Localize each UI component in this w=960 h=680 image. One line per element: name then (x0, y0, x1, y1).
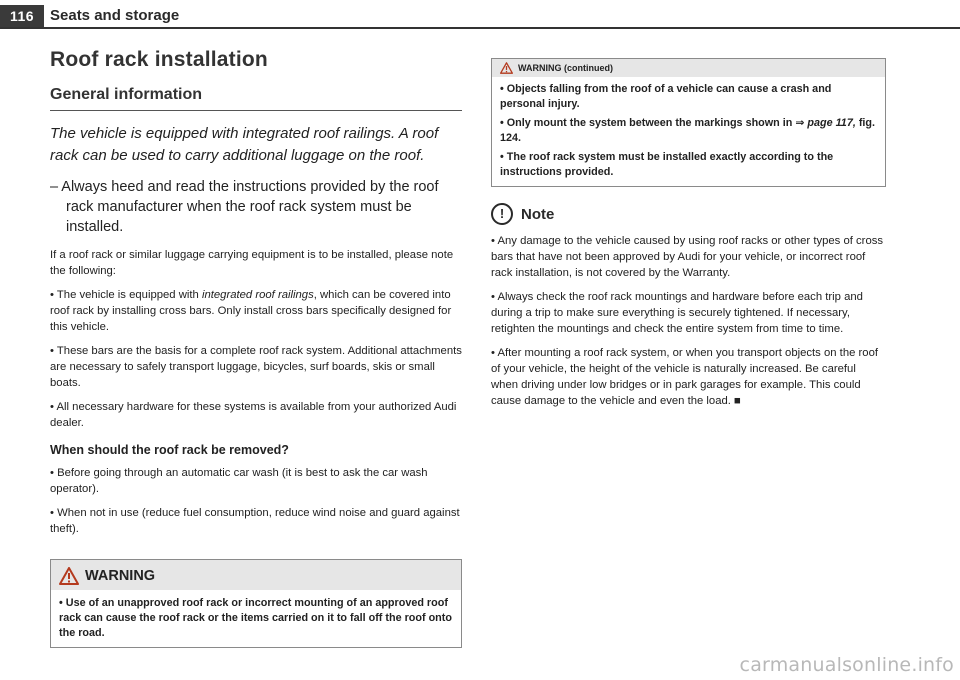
bullet-hardware: • All necessary hardware for these systems is available from your authorized Audi dealer. (50, 401, 457, 429)
note-exclamation-icon: ! (491, 203, 513, 225)
note-title: Note (521, 205, 555, 223)
warning-title: WARNING (85, 568, 156, 584)
page-title: Roof rack installation (50, 48, 268, 71)
bullet-railings (50, 287, 462, 335)
warning-item-instructions: • The roof rack system must be installed exactly according to the instructions provided. (500, 151, 834, 178)
figure-reference: fig. 124. (500, 117, 876, 144)
warning-box (50, 559, 462, 648)
bullet-text: • The vehicle is equipped with (50, 289, 202, 301)
note-item-check: • Always check the roof rack mountings and hardware before each trip and during a trip to make sure everything is securely tightened. If necessary, retighten the mountings and check the entire system from time to time. (491, 291, 863, 335)
subsection-title: General information (50, 86, 462, 111)
warning-continued-box (491, 58, 886, 187)
warning-triangle-icon (59, 567, 79, 585)
warning-item-markings (500, 116, 877, 146)
bullet-basis: • These bars are the basis for a complete roof rack system. Additional attachments are necessary to safely transport luggage, bicycles, surf boards, skis or small boats. (50, 345, 462, 389)
page-header (0, 0, 960, 30)
warning-item-text: • Only mount the system between the markings shown in (500, 117, 796, 129)
arrow-right-icon: ⇒ (795, 117, 808, 129)
note-header (491, 203, 884, 225)
bullet-not-in-use: • When not in use (reduce fuel consumption, reduce wind noise and guard against theft). (50, 507, 460, 535)
warning-triangle-icon (500, 62, 513, 74)
bullet-text: , which can be covered into roof rack by installing cross bars. Only install cross bars specifically designed for this vehicle. (50, 289, 452, 333)
note-item-height: • After mounting a roof rack system, or when you transport objects on the roof of your vehicle, the height of the vehicle is naturally increased. Be careful when driving under low bridges or in park garages for example. This could cause damage to the vehicle and even the load. ■ (491, 347, 878, 407)
warning-continued-header (492, 59, 885, 77)
warning-text: • Use of an unapproved roof rack or incorrect mounting of an approved roof rack can cause the roof rack or the items carried on it to fall off the roof onto the road. (59, 597, 452, 639)
right-column (491, 58, 884, 417)
intro-text: The vehicle is equipped with integrated roof railings. A roof rack can be used to carry additional luggage on the roof. (50, 125, 439, 164)
page-number: 116 (0, 5, 44, 27)
section-title: Seats and storage (50, 7, 180, 24)
note-item-warranty: • Any damage to the vehicle caused by using roof racks or other types of cross bars that have not been approved by Audi for your vehicle, or incorrect roof rack installation, is not covered by the Warranty. (491, 235, 884, 279)
left-column (50, 48, 462, 648)
warning-item-falling: • Objects falling from the roof of a vehicle can cause a crash and personal injury. (500, 83, 832, 110)
header-rule (0, 27, 960, 29)
warning-continued-text (492, 77, 885, 186)
warning-continued-title: WARNING (continued) (518, 63, 613, 73)
page-reference-link[interactable]: page 117, (807, 117, 856, 129)
emphasis-text: integrated roof railings (201, 289, 314, 301)
warning-header (51, 560, 461, 590)
removal-heading: When should the roof rack be removed? (50, 443, 289, 457)
watermark: carmanualsonline.info (739, 654, 954, 676)
body-paragraph: If a roof rack or similar luggage carrying equipment is to be installed, please note the following: (50, 249, 454, 277)
instruction-step: – Always heed and read the instructions provided by the roof rack manufacturer when the roof rack system must be installed. (50, 179, 439, 235)
bullet-car-wash: • Before going through an automatic car wash (it is best to ask the car wash operator). (50, 467, 428, 495)
